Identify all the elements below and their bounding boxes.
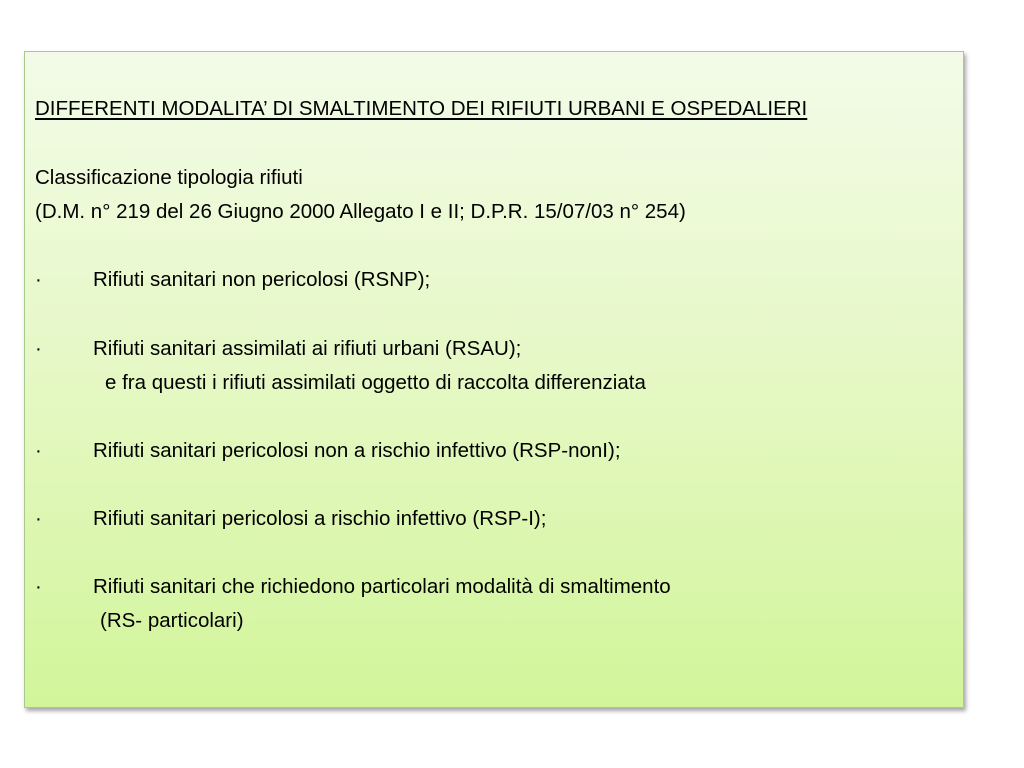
bullet-icon: · <box>35 507 42 530</box>
list-item-text: Rifiuti sanitari pericolosi a rischio infettivo (RSP-I); <box>93 507 547 530</box>
list-item-continuation: (RS- particolari) <box>100 609 244 632</box>
bullet-icon: · <box>35 268 42 291</box>
legal-reference: (D.M. n° 219 del 26 Giugno 2000 Allegato I e II; D.P.R. 15/07/03 n° 254) <box>35 200 686 223</box>
list-item-text: Rifiuti sanitari che richiedono particolari modalità di smaltimento <box>93 575 671 598</box>
bullet-icon: · <box>35 439 42 462</box>
slide-title: DIFFERENTI MODALITA’ DI SMALTIMENTO DEI RIFIUTI URBANI E OSPEDALIERI <box>35 97 808 120</box>
list-item-text: Rifiuti sanitari pericolosi non a rischio infettivo (RSP-nonI); <box>93 439 621 462</box>
bullet-icon: · <box>35 337 42 360</box>
list-item-text: Rifiuti sanitari assimilati ai rifiuti urbani (RSAU); <box>93 337 522 360</box>
list-item-text: Rifiuti sanitari non pericolosi (RSNP); <box>93 268 431 291</box>
classification-heading: Classificazione tipologia rifiuti <box>35 166 303 189</box>
bullet-icon: · <box>35 575 42 598</box>
list-item-continuation: e fra questi i rifiuti assimilati oggetto di raccolta differenziata <box>105 371 646 394</box>
